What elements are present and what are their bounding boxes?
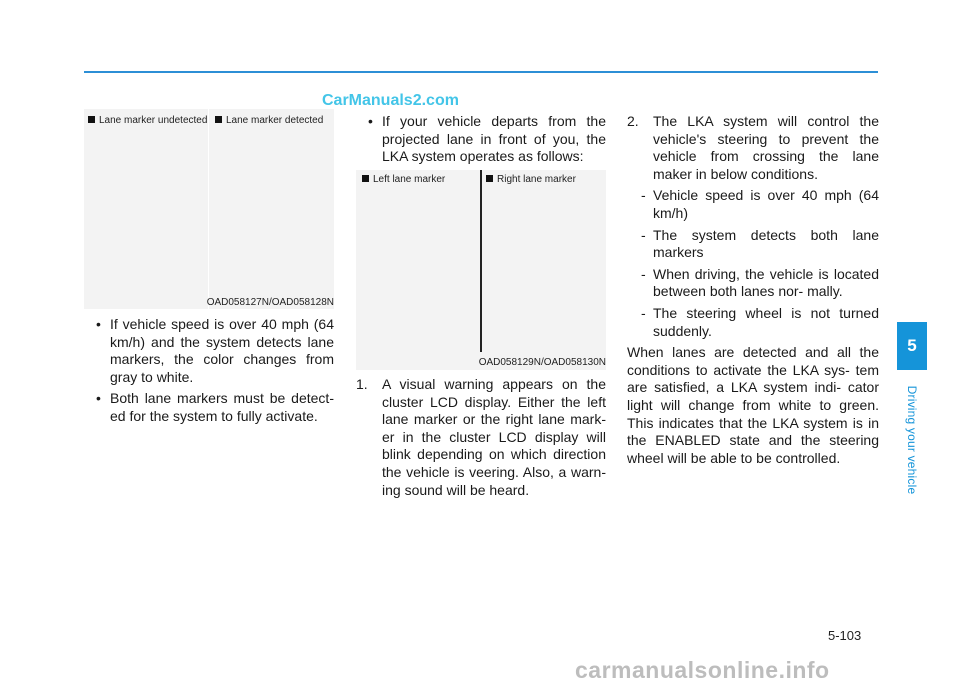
figure-caption-right-lane: Right lane marker [486,174,576,185]
watermark-top: CarManuals2.com [322,92,459,109]
figure-code: OAD058127N/OAD058128N [206,297,334,308]
figure-divider [208,109,209,309]
condition-item: - Vehicle speed is over 40 mph (64 km/h) [641,187,879,221]
square-bullet-icon [486,175,493,182]
condition-item: - The system detects both lane markers [641,226,879,261]
numbered-item: 2. The LKA system will control the vehicle's steering to prevent the vehicle from crossing the lane maker in below conditions. [627,113,879,182]
condition-item: - The steering wheel is not turned suddenly. [641,304,879,339]
condition-item: - When driving, the vehicle is located between both lanes nor- mally. [641,265,879,300]
column-1-text [84,316,334,430]
chapter-title: Driving your vehicle [905,385,919,495]
bullet-item: • If vehicle speed is over 40 mph (64 km/h) and the system detects lane markers, the color changes from gray to white. [96,316,334,385]
bullet-item: • Both lane markers must be detect- ed for the system to fully activate. [96,390,334,424]
column-2-step-1 [356,376,606,503]
figure-divider [480,170,482,352]
numbered-item: 1. A visual warning appears on the cluster LCD display. Either the left lane marker or the right lane mark- er in the cluster LCD display will blink depending on which direction the vehicle is veering. Also, a warn- ing sound will be heard. [356,376,606,498]
header-rule [84,71,878,73]
figure-code: OAD058129N/OAD058130N [478,357,606,368]
figure-caption-detected: Lane marker detected [215,115,323,126]
square-bullet-icon [362,175,369,182]
square-bullet-icon [215,116,222,123]
bullet-item: • If your vehicle departs from the projected lane in front of you, the LKA system operates as follows: [368,113,606,165]
square-bullet-icon [88,116,95,123]
figure-caption-left-lane: Left lane marker [362,174,445,185]
body-paragraph: When lanes are detected and all the conditions to activate the LKA sys- tem are satisfied, a LKA system indi- cator light will change from white to green. This indicates that the LKA system is in the ENABLED state and the steering wheel will be able to be controlled. [627,344,879,466]
column-3-text [627,113,879,467]
figure-left-right-lane-marker [356,170,606,370]
chapter-tab: 5 [897,322,927,370]
figure-lane-marker-detection [84,109,334,309]
page-number: 5-103 [828,628,862,643]
watermark-bottom: carmanualsonline.info [575,657,830,683]
figure-caption-undetected: Lane marker undetected [88,115,207,126]
column-2-intro [356,113,606,170]
